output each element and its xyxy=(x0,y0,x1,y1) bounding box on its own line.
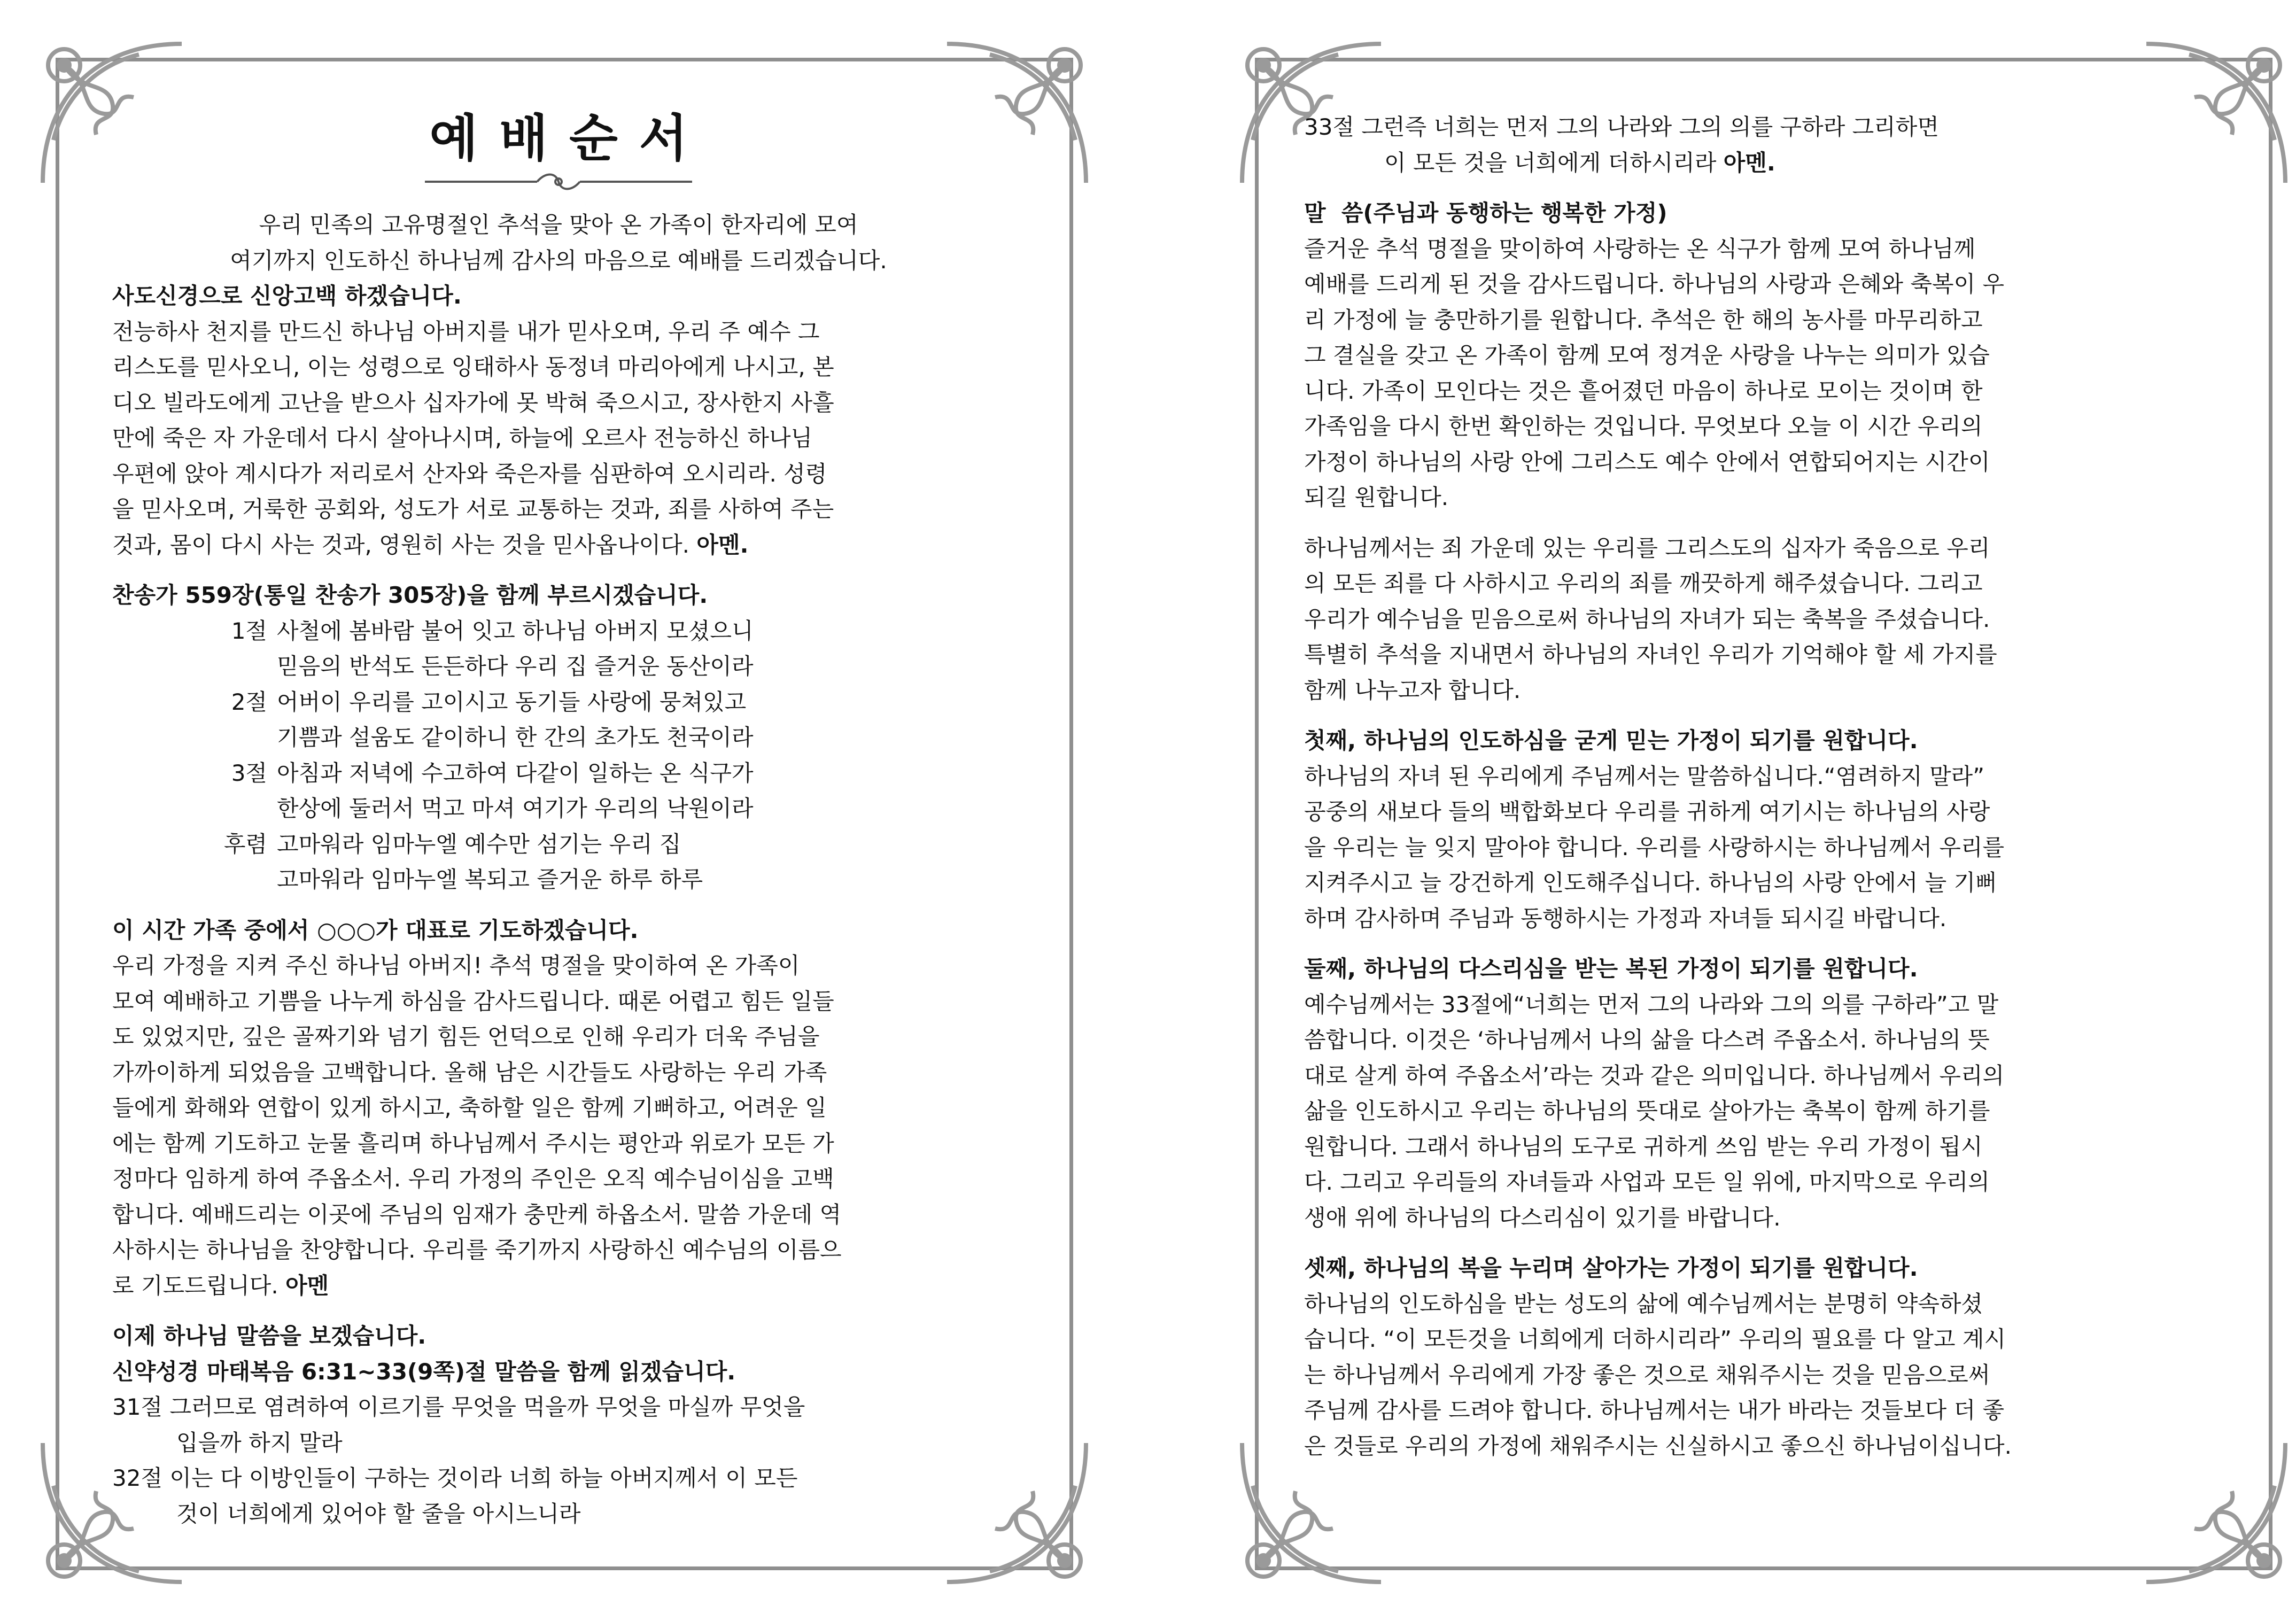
prayer-amen: 아멘 xyxy=(285,1272,329,1299)
intro-line: 우리 민족의 고유명절인 추석을 맞아 온 가족이 한자리에 모여 xyxy=(259,212,858,238)
hymn-verse-line: 고마워라 임마누엘 복되고 즐거운 하루 하루 xyxy=(277,866,703,893)
hymn-verse-line: 기쁨과 설움도 같이하니 한 간의 초가도 천국이라 xyxy=(277,724,754,750)
hymn-verse-line: 아침과 저녁에 수고하여 다같이 일하는 온 식구가 xyxy=(277,759,754,786)
hymn-verse-number: 2절 xyxy=(231,688,267,715)
sermon-line: 가정이 하나님의 사랑 안에 그리스도 예수 안에서 연합되어지는 시간이 xyxy=(1304,448,1990,475)
prayer-line: 사하시는 하나님을 찬양합니다. 우리를 죽기까지 사랑하신 예수님의 이름으 xyxy=(112,1237,842,1263)
scripture-verse-cont: 것이 너희에게 있어야 할 줄을 아시느니라 xyxy=(176,1500,581,1527)
sermon-line: 대로 살게 하여 주옵소서’라는 것과 같은 의미입니다. 하나님께서 우리의 xyxy=(1304,1062,2005,1089)
sermon-line: 니다. 가족이 모인다는 것은 흩어졌던 마음이 하나로 모이는 것이며 한 xyxy=(1304,377,1983,404)
scripture-verse-text: 이 모든 것을 너희에게 더하시리라 xyxy=(1384,149,1717,176)
right-content xyxy=(1304,110,2191,1464)
scripture-verse-cont xyxy=(1304,145,2191,181)
creed-line: 만에 죽은 자 가운데서 다시 살아나시며, 하늘에 오르사 전능하신 하나님 xyxy=(112,425,813,451)
hymn-verse-number: 후렴 xyxy=(223,831,267,857)
sermon-line: 을 우리는 늘 잊지 말아야 합니다. 우리를 사랑하시는 하나님께서 우리를 xyxy=(1304,834,2005,860)
scripture-verse: 32절 이는 다 이방인들이 구하는 것이라 너희 하늘 아버지께서 이 모든 xyxy=(112,1465,798,1491)
scripture-heading: 신약성경 마태복음 6:31~33(9쪽)절 말씀을 함께 읽겠습니다. xyxy=(112,1358,736,1385)
hymn-heading: 찬송가 559장(통일 찬송가 305장)을 함께 부르시겠습니다. xyxy=(112,582,708,608)
sermon-line: 예배를 드리게 된 것을 감사드립니다. 하나님의 사랑과 은혜와 축복이 우 xyxy=(1304,271,2005,297)
scripture-verse: 31절 그러므로 염려하여 이르기를 무엇을 먹을까 무엇을 마실까 무엇을 xyxy=(112,1394,805,1420)
sermon-line: 는 하나님께서 우리에게 가장 좋은 것으로 채워주시는 것을 믿음으로써 xyxy=(1304,1361,1990,1388)
creed-line: 전능하사 천지를 만드신 하나님 아버지를 내가 믿사오며, 우리 주 예수 그 xyxy=(112,318,820,345)
hymn-verse xyxy=(112,685,1005,720)
sermon-line: 하나님의 자녀 된 우리에게 주님께서는 말씀하십니다.“염려하지 말라” xyxy=(1304,763,1984,789)
sermon-line: 하며 감사하며 주님과 동행하시는 가정과 자녀들 되시길 바랍니다. xyxy=(1304,905,1947,932)
sermon-line: 그 결실을 갖고 온 가족이 함께 모여 정겨운 사랑을 나누는 의미가 있습 xyxy=(1304,342,1990,368)
word-heading: 이제 하나님 말씀을 보겠습니다. xyxy=(112,1323,426,1349)
sermon-line: 하나님의 인도하심을 받는 성도의 삶에 예수님께서는 분명히 약속하셨 xyxy=(1304,1290,1983,1317)
creed-line: 우편에 앉아 계시다가 저리로서 산자와 죽은자를 심판하여 오시리라. 성령 xyxy=(112,460,827,487)
creed-line: 리스도를 믿사오니, 이는 성령으로 잉태하사 동정녀 마리아에게 나시고, 본 xyxy=(112,354,834,380)
sermon-line: 되길 원합니다. xyxy=(1304,484,1449,510)
sermon-line: 특별히 추석을 지내면서 하나님의 자녀인 우리가 기억해야 할 세 가지를 xyxy=(1304,641,1997,668)
hymn-verse-number: 3절 xyxy=(231,759,267,786)
creed-line: 을 믿사오며, 거룩한 공회와, 성도가 서로 교통하는 것과, 죄를 사하여 주는 xyxy=(112,496,834,522)
left-content xyxy=(112,107,1005,1532)
sermon-line: 은 것들로 우리의 가정에 채워주시는 신실하시고 좋으신 하나님이십니다. xyxy=(1304,1432,2012,1459)
scripture-verse: 33절 그런즉 너희는 먼저 그의 나라와 그의 의를 구하라 그리하면 xyxy=(1304,114,1939,140)
prayer-line: 에는 함께 기도하고 눈물 흘리며 하나님께서 주시는 평안과 위로가 모든 가 xyxy=(112,1130,834,1157)
scripture-verse-cont: 입을까 하지 말라 xyxy=(176,1429,343,1456)
sermon-line: 즐거운 추석 명절을 맞이하여 사랑하는 온 식구가 함께 모여 하나님께 xyxy=(1304,235,1976,262)
prayer-line-text: 로 기도드립니다. xyxy=(112,1272,278,1299)
sermon-line: 원합니다. 그래서 하나님의 도구로 귀하게 쓰임 받는 우리 가정이 됩시 xyxy=(1304,1133,1983,1160)
sermon-line: 하나님께서는 죄 가운데 있는 우리를 그리스도의 십자가 죽음으로 우리 xyxy=(1304,534,1990,561)
creed-line xyxy=(112,528,1005,563)
scroll-divider-ornament-icon xyxy=(420,171,697,192)
point-heading-second: 둘째, 하나님의 다스리심을 받는 복된 가정이 되기를 원합니다. xyxy=(1304,956,1918,982)
prayer-line: 도 있었지만, 깊은 골짜기와 넘기 힘든 언덕으로 인해 우리가 더욱 주님을 xyxy=(112,1023,820,1050)
hymn-verse-line: 고마워라 임마누엘 예수만 섬기는 우리 집 xyxy=(277,831,681,857)
hymn-verse xyxy=(112,756,1005,792)
prayer-line xyxy=(112,1268,1005,1304)
sermon-line: 리 가정에 늘 충만하기를 원합니다. 추석은 한 해의 농사를 마무리하고 xyxy=(1304,306,1983,333)
scripture-amen: 아멘. xyxy=(1723,149,1775,176)
sermon-line: 예수님께서는 33절에“너희는 먼저 그의 나라와 그의 의를 구하라”고 말 xyxy=(1304,991,1999,1018)
sermon-line: 가족임을 다시 한번 확인하는 것입니다. 무엇보다 오늘 이 시간 우리의 xyxy=(1304,413,1983,439)
sermon-line: 공중의 새보다 들의 백합화보다 우리를 귀하게 여기시는 하나님의 사랑 xyxy=(1304,798,1990,825)
creed-line: 디오 빌라도에게 고난을 받으사 십자가에 못 박혀 죽으시고, 장사한지 사흘 xyxy=(112,389,834,416)
sermon-line: 함께 나누고자 합니다. xyxy=(1304,677,1521,703)
hymn-verse-line: 사철에 봄바람 불어 잇고 하나님 아버지 모셨으니 xyxy=(277,617,754,644)
sermon-line: 씀합니다. 이것은 ‘하나님께서 나의 삶을 다스려 주옵소서. 하나님의 뜻 xyxy=(1304,1027,1990,1053)
prayer-line: 모여 예배하고 기쁨을 나누게 하심을 감사드립니다. 때론 어렵고 힘든 일들 xyxy=(112,988,834,1014)
hymn-verse-line: 어버이 우리를 고이시고 동기들 사랑에 뭉쳐있고 xyxy=(277,688,747,715)
page-title: 예배순서 xyxy=(429,110,709,168)
hymn-verse xyxy=(112,614,1005,649)
sermon-line: 지켜주시고 늘 강건하게 인도해주십니다. 하나님의 사랑 안에서 늘 기뻐 xyxy=(1304,870,1997,896)
creed-line-text: 것과, 몸이 다시 사는 것과, 영원히 사는 것을 믿사옵나이다. xyxy=(112,531,690,558)
sermon-line: 우리가 예수님을 믿음으로써 하나님의 자녀가 되는 축복을 주셨습니다. xyxy=(1304,606,1990,632)
prayer-line: 정마다 임하게 하여 주옵소서. 우리 가정의 주인은 오직 예수님이심을 고백 xyxy=(112,1166,834,1192)
sermon-line: 습니다. “이 모든것을 너희에게 더하시리라” 우리의 필요를 다 알고 계시 xyxy=(1304,1326,2006,1352)
hymn-verse-line: 한상에 둘러서 먹고 마셔 여기가 우리의 낙원이라 xyxy=(277,795,754,821)
hymn-verse-number: 1절 xyxy=(231,617,267,644)
prayer-line: 합니다. 예배드리는 이곳에 주님의 임재가 충만케 하옵소서. 말씀 가운데 역 xyxy=(112,1201,842,1228)
sermon-heading: 말 씀(주님과 동행하는 행복한 가정) xyxy=(1304,200,1667,226)
point-heading-first: 첫째, 하나님의 인도하심을 굳게 믿는 가정이 되기를 원합니다. xyxy=(1304,727,1918,754)
sermon-line: 주님께 감사를 드려야 합니다. 하나님께서는 내가 바라는 것들보다 더 좋 xyxy=(1304,1397,2005,1423)
sermon-line: 생애 위에 하나님의 다스리심이 있기를 바랍니다. xyxy=(1304,1204,1781,1231)
creed-amen: 아멘. xyxy=(696,531,749,558)
hymn-verse-line: 믿음의 반석도 든든하다 우리 집 즐거운 동산이라 xyxy=(277,653,754,679)
hymn-chorus xyxy=(112,827,1005,863)
prayer-line: 가까이하게 되었음을 고백합니다. 올해 남은 시간들도 사랑하는 우리 가족 xyxy=(112,1059,827,1085)
prayer-line: 들에게 화해와 연합이 있게 하시고, 축하할 일은 함께 기뻐하고, 어려운 일 xyxy=(112,1095,827,1121)
sermon-line: 의 모든 죄를 다 사하시고 우리의 죄를 깨끗하게 해주셨습니다. 그리고 xyxy=(1304,570,1983,596)
prayer-line: 우리 가정을 지켜 주신 하나님 아버지! 추석 명절을 맞이하여 온 가족이 xyxy=(112,952,800,979)
sermon-line: 다. 그리고 우리들의 자녀들과 사업과 모든 일 위에, 마지막으로 우리의 xyxy=(1304,1169,1990,1195)
intro-line: 여기까지 인도하신 하나님께 감사의 마음으로 예배를 드리겠습니다. xyxy=(230,247,887,274)
sermon-line: 삶을 인도하시고 우리는 하나님의 뜻대로 살아가는 축복이 함께 하기를 xyxy=(1304,1098,1990,1124)
prayer-heading: 이 시간 가족 중에서 ○○○가 대표로 기도하겠습니다. xyxy=(112,917,639,943)
title-block xyxy=(112,107,1005,198)
creed-heading: 사도신경으로 신앙고백 하겠습니다. xyxy=(112,283,462,309)
point-heading-third: 셋째, 하나님의 복을 누리며 살아가는 가정이 되기를 원합니다. xyxy=(1304,1255,1918,1281)
